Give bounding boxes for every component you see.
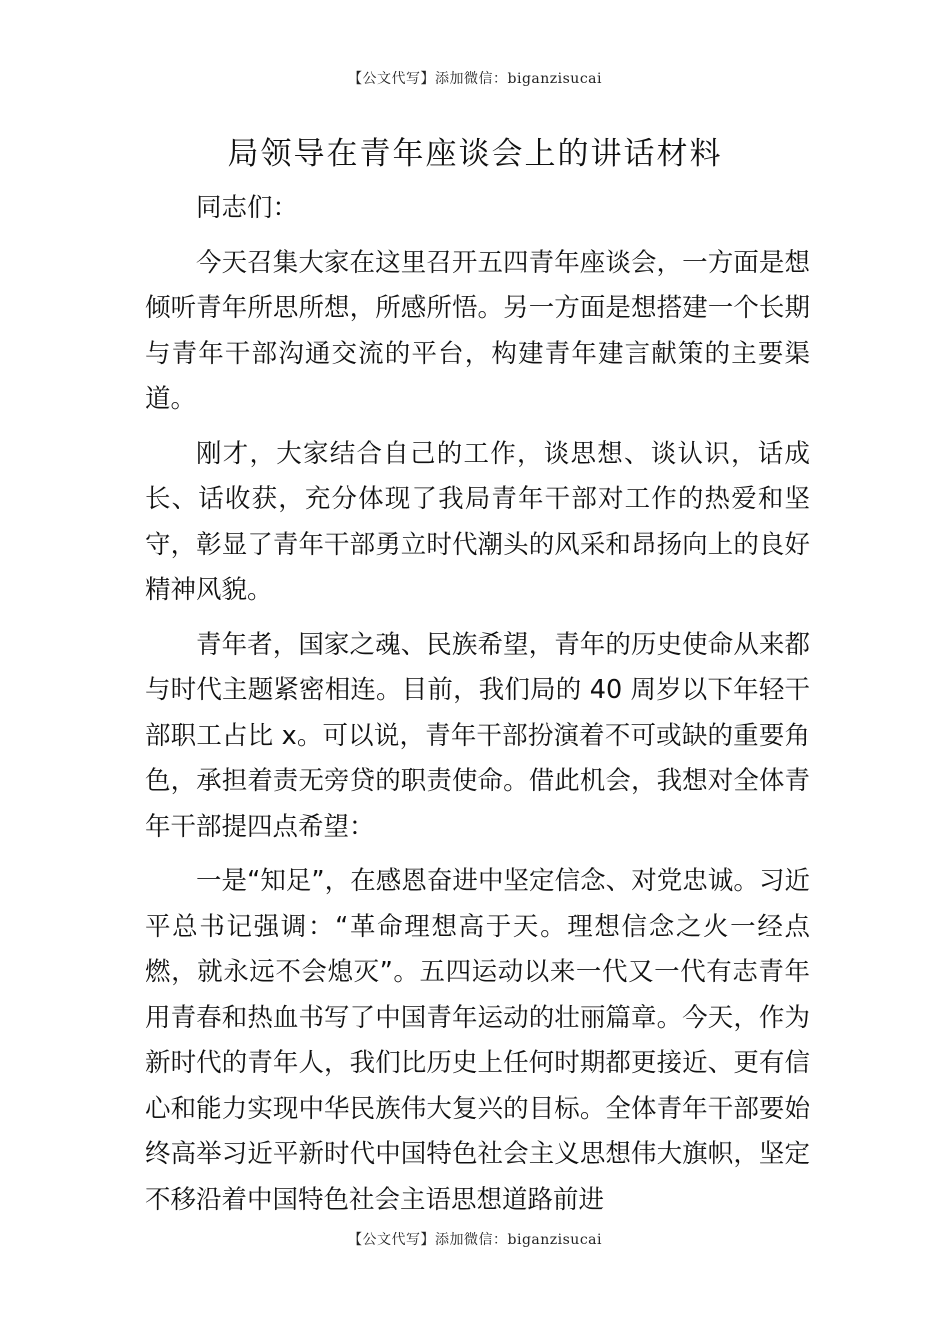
paragraph-1: 今天召集大家在这里召开五四青年座谈会，一方面是想倾听青年所思所想，所感所悟。另一方面是想搭建一个长期与青年干部沟通交流的平台，构建青年建言献策的主要渠道。 bbox=[145, 247, 810, 414]
paragraph-2: 刚才，大家结合自己的工作，谈思想、谈认识，话成长、话收获，充分体现了我局青年干部对工作的热爱和坚守，彰显了青年干部勇立时代潮头的风采和昂扬向上的良好精神风貌。 bbox=[145, 438, 810, 605]
paragraph-3: 青年者，国家之魂、民族希望，青年的历史使命从来都与时代主题紧密相连。目前，我们局的 40 周岁以下年轻干部职工占比 x。可以说，青年干部扮演着不可或缺的重要角色，承担着责无旁贷的职责使命。借此机会，我想对全体青年干部提四点希望： bbox=[145, 629, 810, 842]
salutation: 同志们： bbox=[196, 193, 299, 223]
header-watermark-note: 【公文代写】添加微信：biganzisucai bbox=[348, 71, 602, 87]
paragraph-4: 一是“知足”，在感恩奋进中坚定信念、对党忠诚。习近平总书记强调：“革命理想高于天。理想信念之火一经点燃，就永远不会熄灭”。五四运动以来一代又一代有志青年用青春和热血书写了中国青年运动的壮丽篇章。今天，作为新时代的青年人，我们比历史上任何时期都更接近、更有信心和能力实现中华民族伟大复兴的目标。全体青年干部要始终高举习近平新时代中国特色社会主义思想伟大旗帜，坚定不移沿着中国特色社会主语思想道路前进 bbox=[145, 866, 810, 1215]
document-body bbox=[145, 186, 810, 1223]
footer-watermark-note: 【公文代写】添加微信：biganzisucai bbox=[348, 1232, 602, 1248]
document-title: 局领导在青年座谈会上的讲话材料 bbox=[227, 136, 723, 172]
